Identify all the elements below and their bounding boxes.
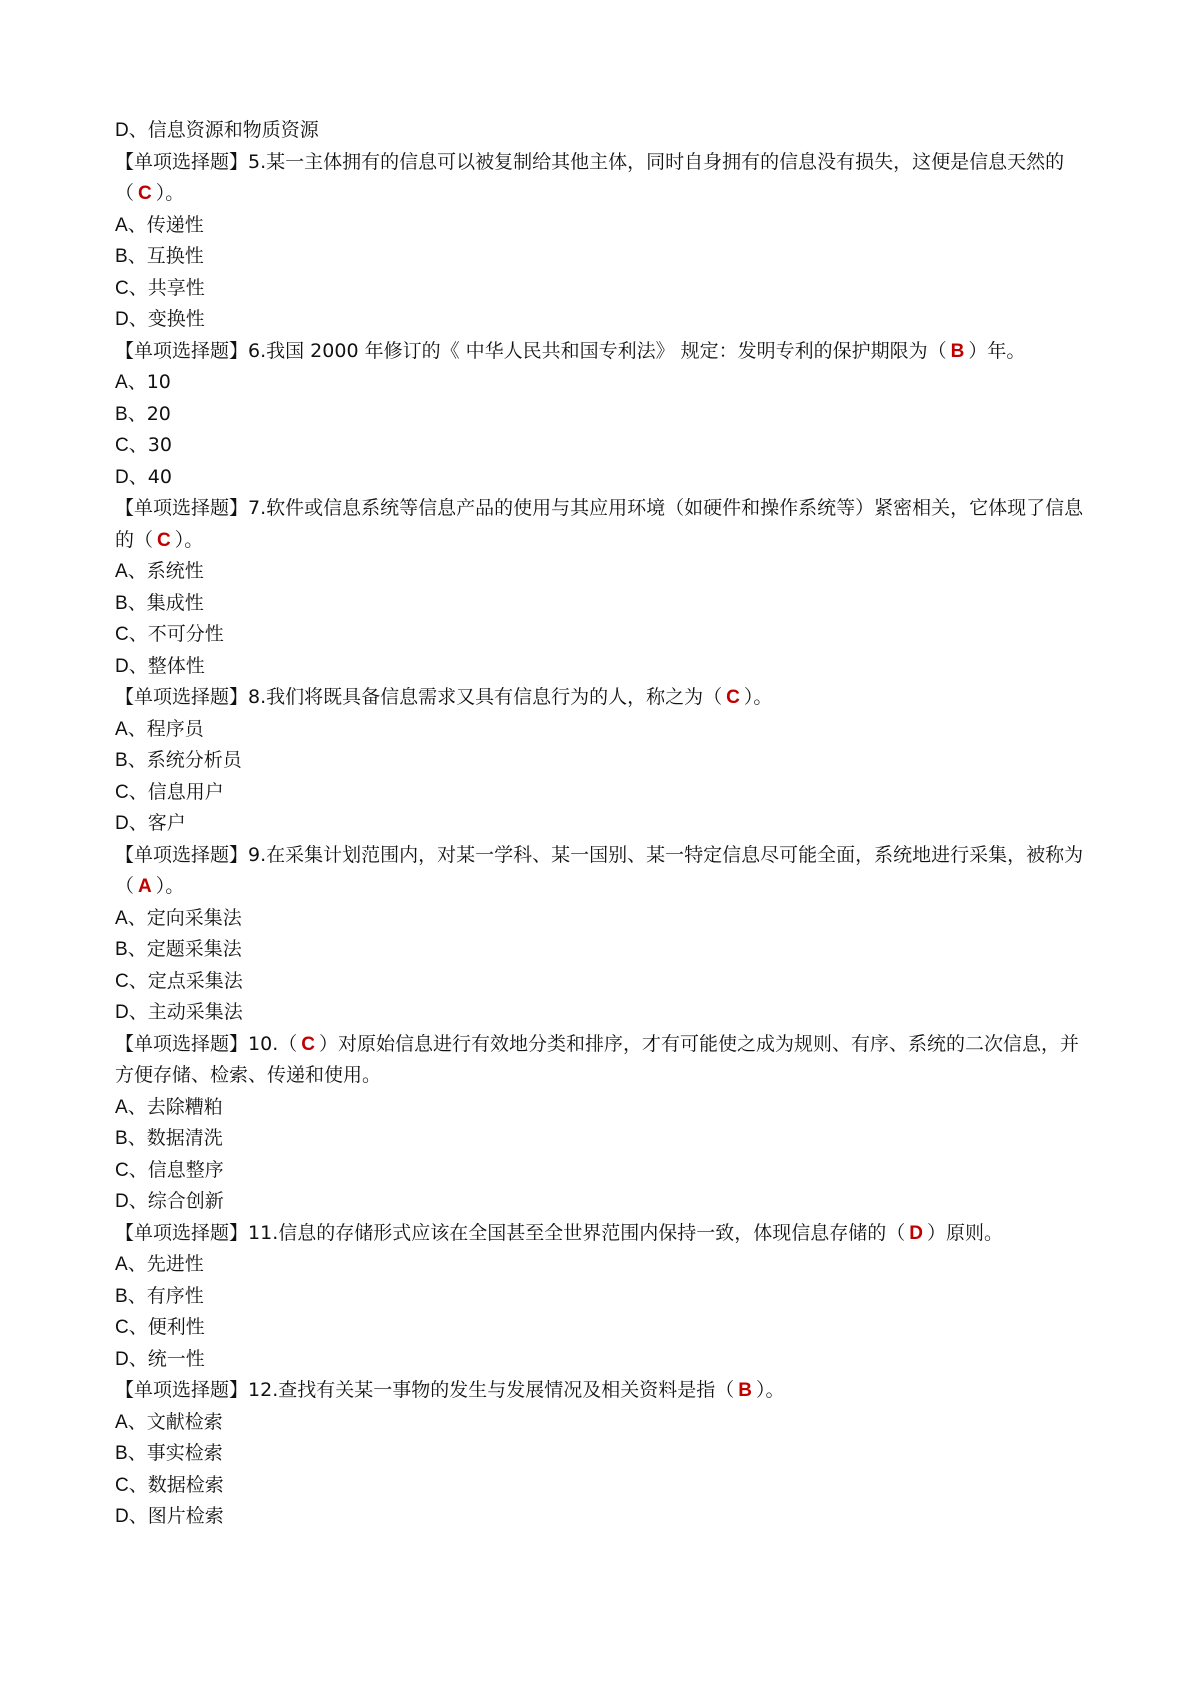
- option-text: 事实检索: [146, 1442, 223, 1464]
- option-text: 主动采集法: [147, 1001, 243, 1023]
- option-letter: B: [115, 1443, 128, 1464]
- question-text-after: ）对原始信息进行有效地分类和排序，才有可能使之成为规则、有序、系统的二次信息，并方便存储、检索、传递和使用。: [115, 1032, 1079, 1086]
- option-text: 20: [146, 402, 171, 425]
- answer-letter: B: [950, 340, 965, 362]
- answer-letter: C: [301, 1033, 315, 1055]
- question-stem: [115, 840, 1090, 903]
- option-letter: A: [115, 372, 128, 393]
- option-text: 信息用户: [147, 780, 224, 803]
- option-letter: A: [115, 1254, 128, 1275]
- question-text-before: 11.信息的存储形式应该在全国甚至全世界范围内保持一致，体现信息存储的（: [248, 1221, 906, 1244]
- option-line: [115, 241, 1090, 273]
- question-text-after: ）原则。: [926, 1221, 1003, 1244]
- question-type-tag: 【单项选择题】: [115, 686, 249, 708]
- question-type-tag: 【单项选择题】: [115, 497, 249, 519]
- option-text: 文献检索: [146, 1410, 223, 1433]
- question-text-after: ）。: [155, 182, 185, 204]
- question-text-after: ）。: [743, 686, 773, 708]
- option-line: [115, 1123, 1090, 1155]
- option-text: 图片检索: [147, 1505, 224, 1527]
- option-line: [115, 399, 1090, 431]
- option-text: 有序性: [146, 1284, 204, 1307]
- option-separator: 、: [128, 1473, 148, 1496]
- option-letter: B: [115, 1285, 128, 1307]
- option-line: [115, 1186, 1090, 1218]
- option-letter: D: [115, 309, 129, 330]
- option-line: [115, 903, 1090, 935]
- option-line: [115, 556, 1090, 588]
- option-text: 系统分析员: [146, 749, 242, 771]
- option-line: [115, 115, 1090, 147]
- question-stem: [115, 336, 1090, 368]
- option-text: 信息整序: [147, 1158, 224, 1181]
- option-separator: 、: [127, 938, 147, 960]
- question-block: [115, 1218, 1090, 1376]
- option-text: 变换性: [147, 308, 205, 330]
- option-line: [115, 1407, 1090, 1439]
- option-letter: D: [115, 1002, 129, 1023]
- document-body: [115, 115, 1090, 1533]
- option-letter: C: [115, 970, 129, 992]
- option-separator: 、: [128, 276, 148, 299]
- option-line: [115, 588, 1090, 620]
- option-letter: D: [115, 120, 129, 141]
- option-separator: 、: [128, 1190, 148, 1212]
- question-block: [115, 147, 1090, 336]
- option-letter: C: [115, 1474, 129, 1496]
- question-text-before: 5.某一主体拥有的信息可以被复制给其他主体，同时自身拥有的信息没有损失，这便是信息天然的（: [115, 150, 1065, 204]
- option-separator: 、: [128, 119, 148, 141]
- option-text: 信息资源和物质资源: [147, 119, 319, 141]
- option-text: 定题采集法: [146, 938, 242, 960]
- question-block: [115, 1029, 1090, 1218]
- option-letter: B: [115, 592, 128, 614]
- question-text-after: ）。: [174, 528, 204, 551]
- answer-letter: A: [138, 876, 152, 897]
- question-text-before: 10.（: [248, 1032, 298, 1055]
- option-line: [115, 1438, 1090, 1470]
- question-text-before: 9.在采集计划范围内，对某一学科、某一国别、某一特定信息尽可能全面，系统地进行采集，被称为（: [115, 843, 1084, 897]
- option-separator: 、: [128, 623, 148, 645]
- option-separator: 、: [128, 1505, 148, 1527]
- option-text: 数据检索: [147, 1473, 224, 1496]
- question-text-before: 8.我们将既具备信息需求又具有信息行为的人，称之为（: [248, 686, 723, 708]
- option-letter: D: [115, 813, 129, 834]
- option-letter: B: [115, 939, 128, 960]
- question-text-after: ）。: [155, 875, 185, 897]
- option-separator: 、: [128, 308, 148, 330]
- question-list: [115, 147, 1090, 1533]
- question-block: [115, 1375, 1090, 1533]
- question-stem: [115, 682, 1090, 714]
- option-letter: C: [115, 277, 129, 299]
- option-letter: D: [115, 1348, 129, 1370]
- option-text: 综合创新: [147, 1190, 224, 1212]
- option-line: [115, 430, 1090, 462]
- option-text: 先进性: [146, 1253, 204, 1275]
- option-text: 便利性: [147, 1316, 205, 1338]
- option-letter: B: [115, 1128, 128, 1149]
- answer-letter: D: [909, 1222, 923, 1244]
- question-stem: [115, 1029, 1090, 1092]
- question-text-after: ）。: [755, 1379, 785, 1401]
- answer-letter: B: [738, 1380, 752, 1401]
- option-text: 30: [147, 434, 172, 456]
- option-line: [115, 619, 1090, 651]
- option-letter: B: [115, 246, 128, 267]
- option-line: [115, 210, 1090, 242]
- option-separator: 、: [127, 1410, 147, 1433]
- question-stem: [115, 493, 1090, 556]
- option-separator: 、: [127, 245, 147, 267]
- option-line: [115, 934, 1090, 966]
- option-text: 40: [147, 465, 172, 488]
- option-letter: A: [115, 1096, 128, 1118]
- option-text: 整体性: [147, 654, 205, 677]
- option-line: [115, 1501, 1090, 1533]
- option-letter: B: [115, 403, 128, 425]
- option-letter: D: [115, 1506, 129, 1527]
- option-line: [115, 367, 1090, 399]
- question-text-before: 6.我国 2000 年修订的《 中华人民共和国专利法》 规定：发明专利的保护期限为（: [248, 339, 947, 362]
- option-line: [115, 808, 1090, 840]
- option-text: 共享性: [147, 276, 205, 299]
- option-text: 系统性: [146, 560, 204, 582]
- option-separator: 、: [127, 560, 147, 582]
- option-text: 去除糟粕: [146, 1095, 223, 1118]
- option-separator: 、: [128, 1347, 148, 1370]
- option-separator: 、: [128, 1001, 148, 1023]
- option-letter: A: [115, 907, 128, 929]
- option-line: [115, 966, 1090, 998]
- option-line: [115, 1344, 1090, 1376]
- option-separator: 、: [127, 1095, 147, 1118]
- option-text: 程序员: [146, 717, 204, 740]
- option-separator: 、: [127, 717, 147, 740]
- option-letter: D: [115, 466, 129, 488]
- option-separator: 、: [127, 1253, 147, 1275]
- option-separator: 、: [128, 969, 148, 992]
- option-text: 传递性: [146, 213, 204, 236]
- option-text: 互换性: [146, 245, 204, 267]
- option-separator: 、: [127, 213, 147, 236]
- option-separator: 、: [128, 1158, 148, 1181]
- question-text-after: ）年。: [968, 339, 1026, 362]
- option-letter: C: [115, 781, 129, 803]
- option-letter: B: [115, 750, 128, 771]
- question-type-tag: 【单项选择题】: [115, 843, 249, 866]
- question-block: [115, 336, 1090, 494]
- option-line: [115, 1470, 1090, 1502]
- option-line: [115, 777, 1090, 809]
- question-block: [115, 493, 1090, 682]
- option-line: [115, 273, 1090, 305]
- option-letter: C: [115, 1159, 129, 1181]
- option-separator: 、: [127, 371, 147, 393]
- answer-letter: C: [138, 183, 152, 204]
- option-line: [115, 1092, 1090, 1124]
- option-separator: 、: [127, 749, 147, 771]
- option-text: 统一性: [147, 1347, 205, 1370]
- option-line: [115, 714, 1090, 746]
- question-stem: [115, 1218, 1090, 1250]
- option-letter: C: [115, 624, 129, 645]
- option-text: 集成性: [146, 591, 204, 614]
- option-line: [115, 304, 1090, 336]
- option-line: [115, 1281, 1090, 1313]
- option-text: 定向采集法: [146, 906, 242, 929]
- option-separator: 、: [128, 465, 148, 488]
- option-letter: A: [115, 561, 128, 582]
- option-separator: 、: [128, 1316, 148, 1338]
- option-line: [115, 1155, 1090, 1187]
- option-separator: 、: [127, 1442, 147, 1464]
- option-line: [115, 651, 1090, 683]
- option-letter: C: [115, 435, 129, 456]
- question-type-tag: 【单项选择题】: [115, 150, 249, 173]
- question-block: [115, 840, 1090, 1029]
- option-text: 定点采集法: [147, 969, 243, 992]
- option-text: 10: [146, 371, 171, 393]
- option-text: 数据清洗: [146, 1127, 223, 1149]
- question-text-before: 7.软件或信息系统等信息产品的使用与其应用环境（如硬件和操作系统等）紧密相关，它体现了信息的（: [115, 497, 1084, 551]
- option-line: [115, 745, 1090, 777]
- question-type-tag: 【单项选择题】: [115, 339, 249, 362]
- option-letter: A: [115, 1411, 128, 1433]
- option-line: [115, 1249, 1090, 1281]
- option-line: [115, 1312, 1090, 1344]
- answer-letter: C: [157, 529, 171, 551]
- question-text-before: 12.查找有关某一事物的发生与发展情况及相关资料是指（: [248, 1379, 735, 1401]
- option-separator: 、: [128, 780, 148, 803]
- question-stem: [115, 147, 1090, 210]
- question-block: [115, 682, 1090, 840]
- option-separator: 、: [128, 812, 148, 834]
- option-line: [115, 462, 1090, 494]
- question-type-tag: 【单项选择题】: [115, 1379, 249, 1401]
- question-stem: [115, 1375, 1090, 1407]
- option-letter: C: [115, 1317, 129, 1338]
- option-separator: 、: [128, 654, 148, 677]
- option-separator: 、: [127, 402, 147, 425]
- option-line: [115, 997, 1090, 1029]
- option-letter: D: [115, 1191, 129, 1212]
- option-separator: 、: [127, 906, 147, 929]
- option-text: 不可分性: [147, 623, 224, 645]
- option-separator: 、: [127, 1127, 147, 1149]
- option-letter: A: [115, 214, 128, 236]
- answer-letter: C: [726, 687, 740, 708]
- option-letter: D: [115, 655, 129, 677]
- option-separator: 、: [127, 1284, 147, 1307]
- question-type-tag: 【单项选择题】: [115, 1221, 249, 1244]
- option-letter: A: [115, 718, 128, 740]
- option-text: 客户: [147, 812, 186, 834]
- question-type-tag: 【单项选择题】: [115, 1032, 249, 1055]
- option-separator: 、: [127, 591, 147, 614]
- option-separator: 、: [128, 434, 148, 456]
